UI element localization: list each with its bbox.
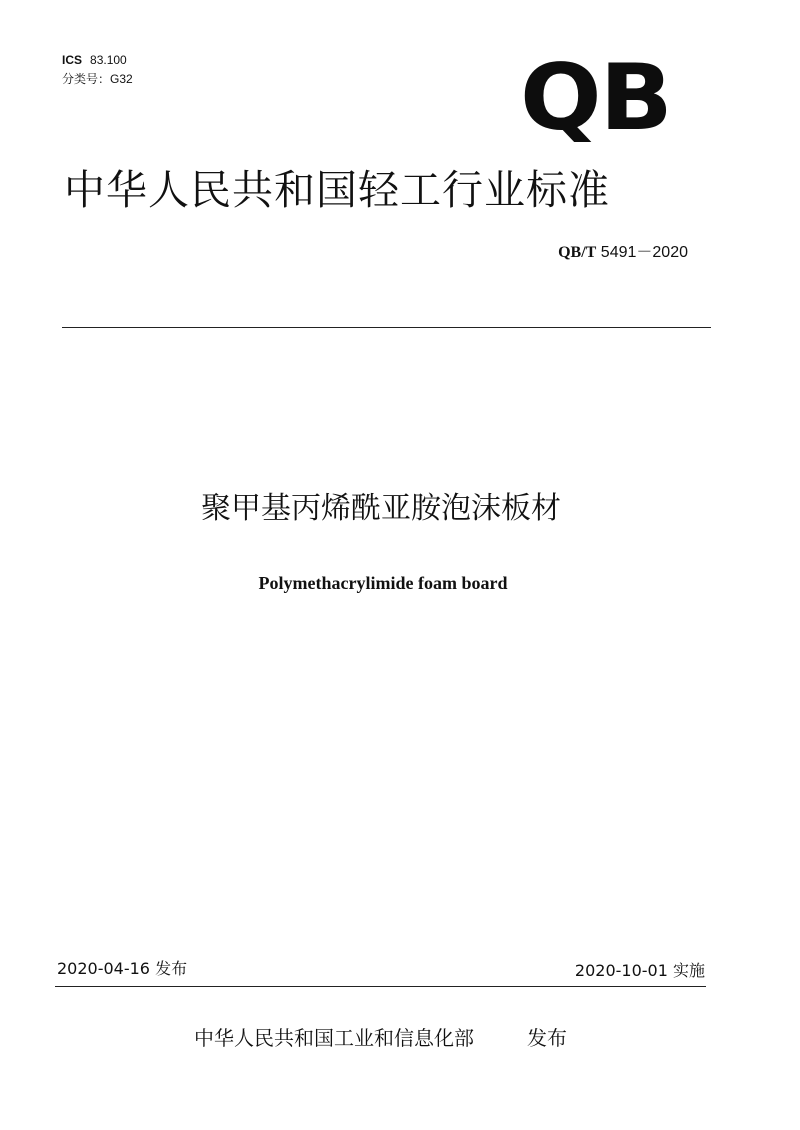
document-title-english: Polymethacrylimide foam board <box>258 573 508 593</box>
issue-date: 2020-04-16 发布 <box>57 959 188 978</box>
standard-code <box>558 243 688 263</box>
qb-logo: QB <box>520 44 671 151</box>
publisher-name: 中华人民共和国工业和信息化部 <box>194 1026 474 1050</box>
top-divider <box>62 327 711 328</box>
document-title-chinese: 聚甲基丙烯酰亚胺泡沫板材 <box>201 491 561 526</box>
ics-code: 83.100 <box>90 53 127 67</box>
ics-line <box>62 53 127 67</box>
organization-title: 中华人民共和国轻工行业标准 <box>64 166 610 214</box>
standard-code-number: 5491－2020 <box>600 244 688 261</box>
classification-number: 分类号：G32 <box>62 72 133 86</box>
publish-label: 发布 <box>527 1026 567 1050</box>
implementation-date: 2020-10-01 实施 <box>574 961 705 980</box>
bottom-divider <box>55 986 706 987</box>
ics-label: ICS <box>62 53 83 67</box>
standard-code-prefix: QB/T <box>558 244 597 261</box>
